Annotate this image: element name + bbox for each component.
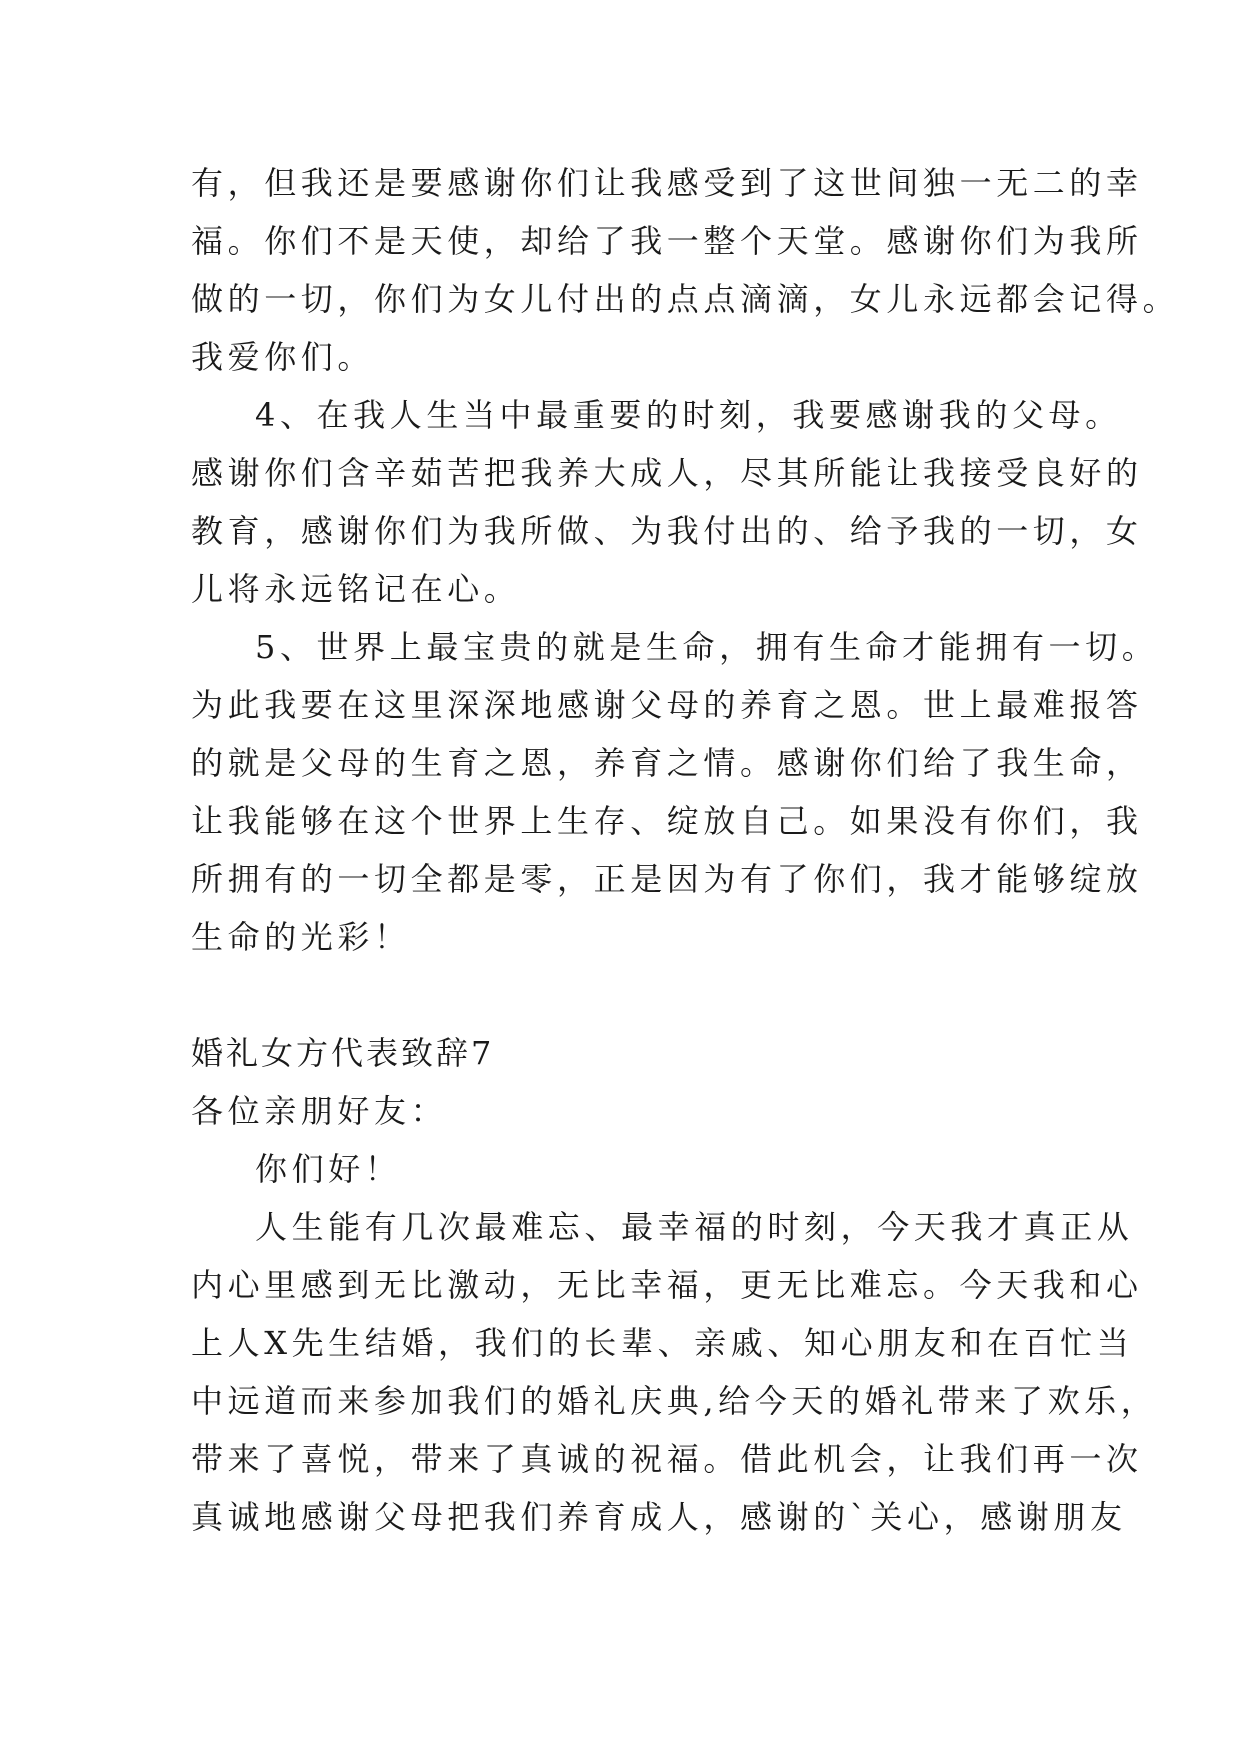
text-line: 感谢你们含辛茹苦把我养大成人，尽其所能让我接受良好的 [191,454,1143,492]
text-line: 福。你们不是天使，却给了我一整个天堂。感谢你们为我所 [191,222,1143,260]
text-line: 为此我要在这里深深地感谢父母的养育之恩。世上最难报答 [191,686,1143,724]
text-line: 我爱你们。 [191,338,375,376]
salutation: 各位亲朋好友： [191,1092,448,1130]
text-line: 儿将永远铭记在心。 [191,570,521,608]
section-heading: 婚礼女方代表致辞7 [191,1034,495,1072]
text-line: 让我能够在这个世界上生存、绽放自己。如果没有你们，我 [191,802,1143,840]
text-line: 做的一切，你们为女儿付出的点点滴滴，女儿永远都会记得。 [191,280,1180,318]
text-line: 的就是父母的生育之恩，养育之情。感谢你们给了我生命， [191,744,1143,782]
text-line: 带来了喜悦，带来了真诚的祝福。借此机会，让我们再一次 [191,1440,1143,1478]
text-line: 上人X先生结婚，我们的长辈、亲戚、知心朋友和在百忙当 [191,1324,1134,1362]
text-line: 内心里感到无比激动，无比幸福，更无比难忘。今天我和心 [191,1266,1143,1304]
text-line: 生命的光彩！ [191,918,411,956]
text-line: 教育，感谢你们为我所做、为我付出的、给予我的一切，女 [191,512,1143,550]
text-line: 有，但我还是要感谢你们让我感受到了这世间独一无二的幸 [191,164,1143,202]
text-line: 真诚地感谢父母把我们养育成人，感谢的`关心，感谢朋友 [191,1498,1127,1536]
paragraph-5-start: 5、世界上最宝贵的就是生命，拥有生命才能拥有一切。 [255,628,1159,666]
paragraph-start: 人生能有几次最难忘、最幸福的时刻，今天我才真正从 [255,1208,1134,1246]
text-line: 所拥有的一切全都是零，正是因为有了你们，我才能够绽放 [191,860,1143,898]
greeting: 你们好！ [255,1150,402,1188]
paragraph-4-start: 4、在我人生当中最重要的时刻，我要感谢我的父母。 [255,396,1122,434]
text-line: 中远道而来参加我们的婚礼庆典,给今天的婚礼带来了欢乐， [191,1382,1158,1420]
